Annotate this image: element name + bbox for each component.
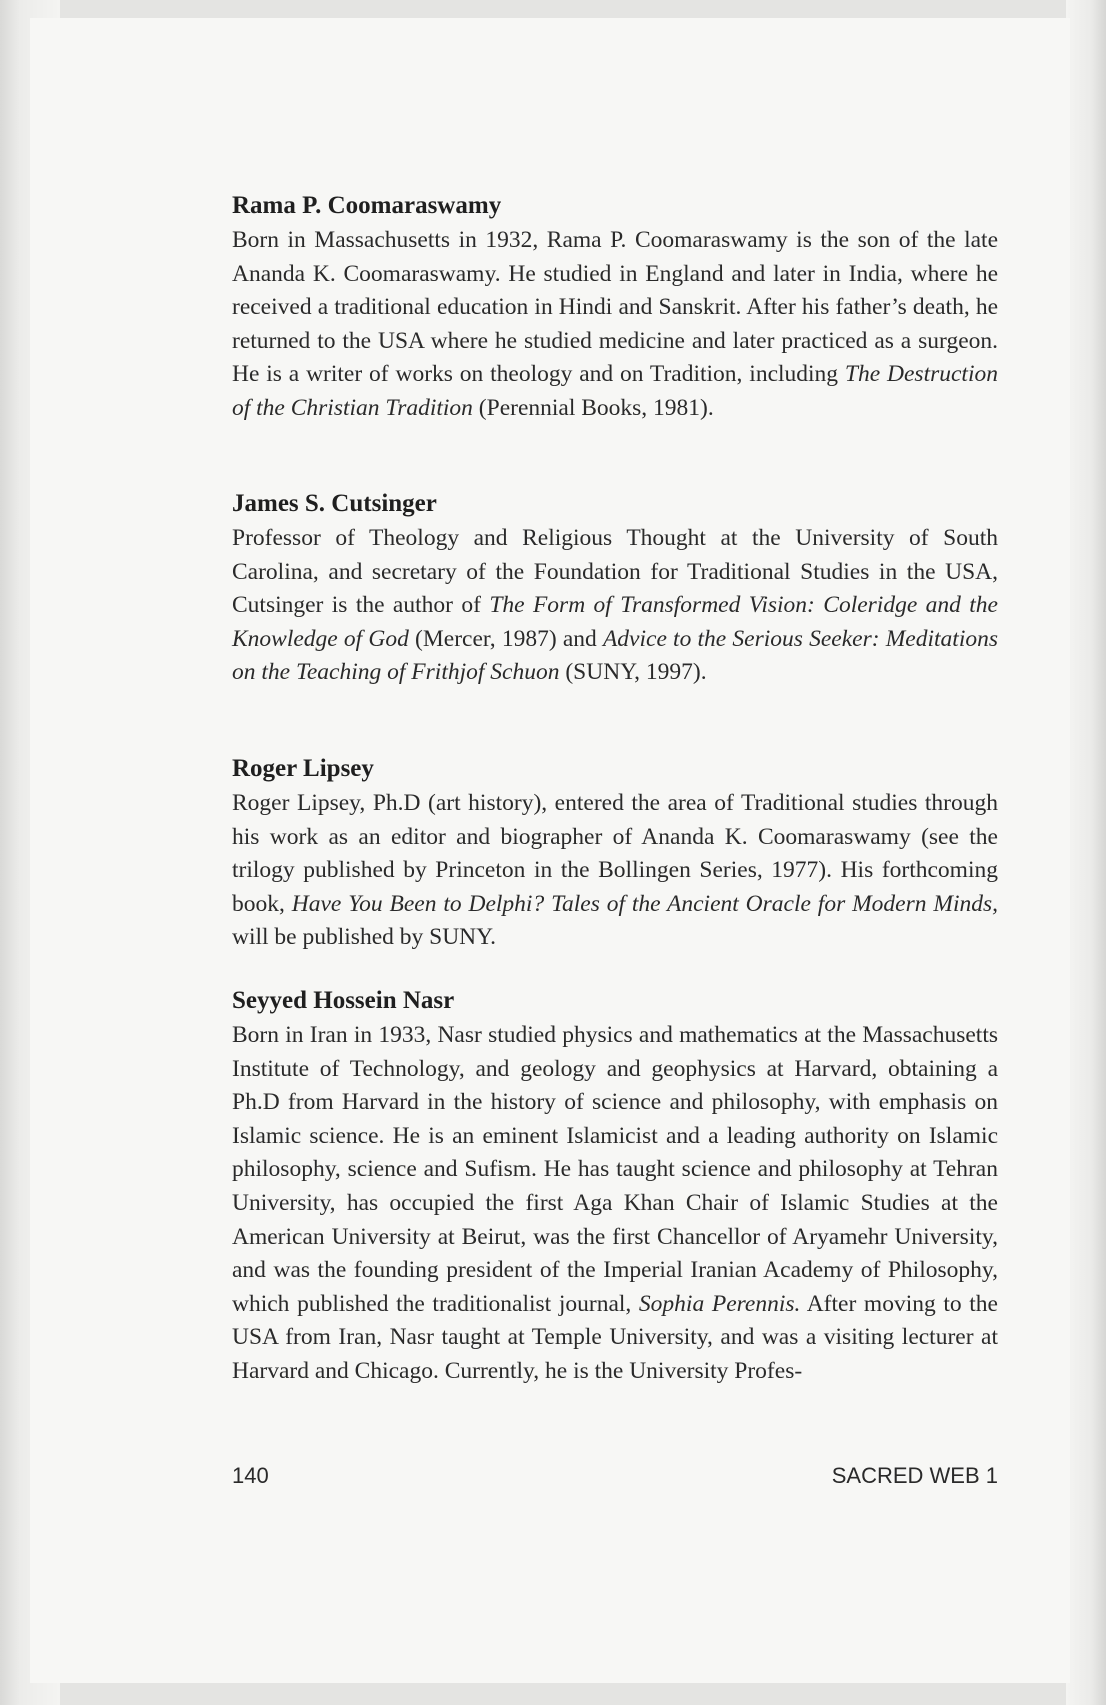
contributor-name: Rama P. Coomaraswamy [232,192,502,219]
contributor-bio [232,224,998,426]
bio-text: will be published by SUNY. [232,924,496,951]
scan-edge-right [1066,0,1106,1705]
bio-text: Roger Lipsey, Ph.D (art history), entered the area of Traditional studies through his work as an editor and biographer of Ananda K. Coomaraswamy (see the trilogy published by Princeton in the Bollingen Series, 1977). His forthcoming book, [232,790,998,917]
bio-text: Born in Iran in 1933, Nasr studied physics and mathematics at the Massachusetts Institute of Technology, and geology and geophysics at Harvard, obtaining a Ph.D from Harvard in the history of science and philosophy, with emphasis on Islamic science. He is an eminent Islamicist and a leading authority on Islamic philosophy, science and Sufism. He has taught science and philosophy at Tehran University, has occupied the first Aga Khan Chair of Islamic Studies at the American University at Beirut, was the first Chancellor of Aryamehr University, and was the founding president of the Imperial Iranian Academy of Philosophy, which published the traditionalist journal, [232,1022,998,1317]
contributor-name: Roger Lipsey [232,755,374,782]
contributor-entry [232,753,998,955]
bio-text: (Perennial Books, 1981). [472,394,714,421]
bio-title: Sophia Perennis. [638,1290,801,1317]
bio-text: Born in Massachusetts in 1932, Rama P. Coomaraswamy is the son of the late Ananda K. Coomaraswamy. He studied in England and later in India, where he received a traditional education in Hindi and Sanskrit. After his father’s death, he returned to the USA where he studied medicine and later practiced as a surgeon. He is a writer of works on theology and on Tradition, including [232,227,998,388]
bio-text: (SUNY, 1997). [559,659,707,686]
bio-title: The Destruction of the Christian Tradition [232,361,998,421]
running-footer-title: SACRED WEB 1 [831,1463,998,1488]
contributor-name: Seyyed Hossein Nasr [232,987,455,1014]
bio-title: The Form of Transformed Vision: Coleridge and the Knowledge of God [232,592,998,652]
bio-title: Advice to the Serious Seeker: Meditations on the Teaching of Frithjof Schuon [232,625,998,686]
contributor-entry [232,985,998,1389]
bio-title: Have You Been to Delphi? Tales of the Ancient Oracle for Modern Minds, [291,890,998,917]
contributor-bio [232,522,998,690]
contributor-entry [232,488,998,690]
page-footer [232,1463,998,1489]
page-number: 140 [232,1463,269,1488]
contributor-bio [232,787,998,955]
bio-text: Professor of Theology and Religious Thought at the University of South Carolina, and secretary of the Foundation for Traditional Studies in the USA, Cutsinger is the author of [232,525,998,619]
bio-text: (Mercer, 1987) and [408,625,603,652]
contributor-entry [232,190,998,426]
bio-text: After moving to the USA from Iran, Nasr taught at Temple University, and was a visiting lecturer at Harvard and Chicago. Currently, he is the University Profes- [232,1290,998,1384]
contributor-name: James S. Cutsinger [232,490,437,517]
contributor-bio [232,1019,998,1389]
